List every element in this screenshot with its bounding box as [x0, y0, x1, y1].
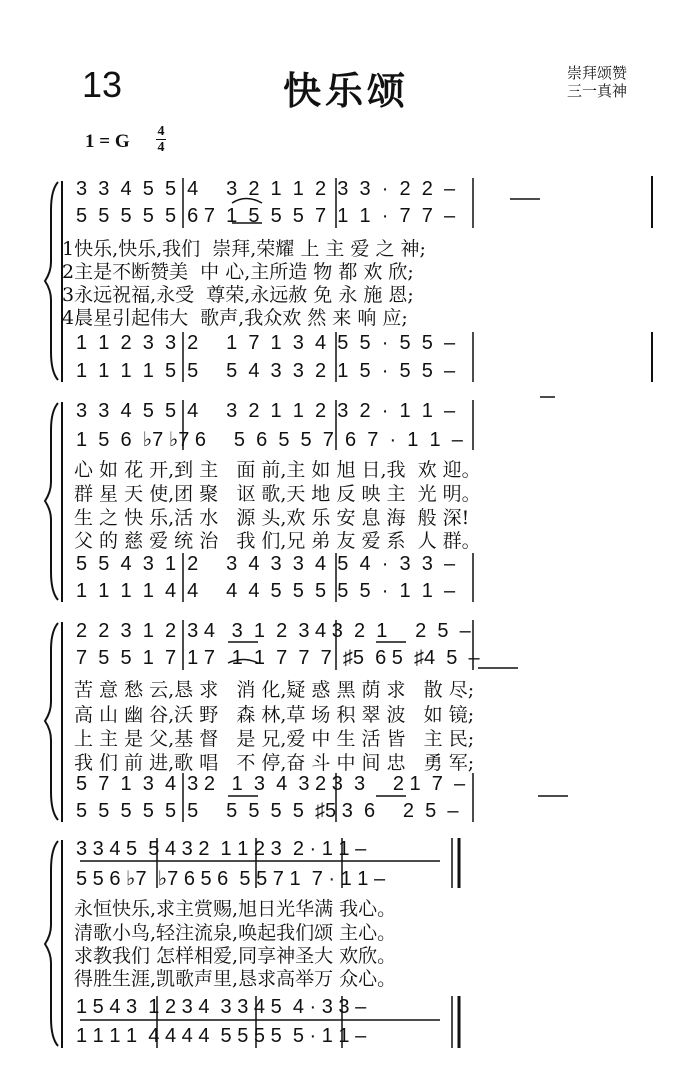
- soprano-line: 2 2 3 1 2 3 4 3 1 2 3 4 3 2 1 2 5 –: [76, 620, 471, 642]
- tenor-line: 1 5 4 3 1 2 3 4 3 3 4 5 4 · 3 3 –: [76, 996, 367, 1018]
- lyric-verse-2: 群 星 天 使,团 聚 讴 歌,天 地 反 映 主 光 明。: [74, 483, 481, 505]
- bass-line: 1 1 1 1 5 5 5 4 3 3 2 1 5 · 5 5 –: [76, 360, 456, 382]
- alto-line: 1 5 6 ♭7 ♭7 6 5 6 5 5 7 6 7 · 1 1 –: [76, 429, 463, 451]
- lyric-verse-3: 求教我们 怎样相爱,同享神圣大 欢欣。: [74, 945, 397, 967]
- tenor-line: 5 7 1 3 4 3 2 1 3 4 3 2 3 3 2 1 7 –: [76, 773, 466, 795]
- bass-line: 1 1 1 1 4 4 4 4 5 5 5 5 5 · 1 1 –: [76, 1025, 367, 1047]
- alto-line: 5 5 5 5 5 6 7 1 5 5 5 7 1 1 · 7 7 –: [76, 205, 456, 227]
- category-secondary: 三一真神: [567, 82, 628, 100]
- meter-top: 4: [157, 124, 165, 139]
- category-primary: 崇拜颂赞: [567, 64, 628, 82]
- alto-line: 7 5 5 1 7 1 7 1 1 7 7 7 ♯5 6 5 ♯4 5 –: [76, 647, 480, 669]
- lyric-verse-2: 清歌小鸟,轻注流泉,唤起我们颂 主心。: [74, 922, 397, 944]
- meter-bottom: 4: [157, 140, 165, 155]
- lyric-verse-4: 得胜生涯,凯歌声里,恳求高举万 众心。: [74, 968, 397, 990]
- hymn-title: 快乐颂: [283, 69, 410, 113]
- lyric-verse-2: 2主是不断赞美 中 心,主所造 物 都 欢 欣;: [62, 261, 414, 283]
- lyric-verse-1: 1快乐,快乐,我们 崇拜,荣耀 上 主 爱 之 神;: [62, 238, 426, 260]
- lyric-verse-1: 心 如 花 开,到 主 面 前,主 如 旭 日,我 欢 迎。: [74, 459, 481, 481]
- lyric-verse-4: 4晨星引起伟大 歌声,我众欢 然 来 响 应;: [62, 307, 408, 329]
- lyric-verse-3: 3永远祝福,永受 尊荣,永远赦 免 永 施 恩;: [62, 284, 414, 306]
- bass-line: 1 1 1 1 4 4 4 4 5 5 5 5 5 · 1 1 –: [76, 580, 456, 602]
- key-signature: 1 = G: [85, 131, 130, 152]
- lyric-verse-4: 我 们 前 进,歌 唱 不 停,奋 斗 中 间 忠 勇 军;: [74, 752, 475, 774]
- soprano-line: 3 3 4 5 5 4 3 2 1 1 2 3 2 · 1 1 –: [76, 400, 456, 422]
- lyric-verse-3: 上 主 是 父,基 督 是 兄,爱 中 生 活 皆 主 民;: [74, 728, 475, 750]
- tenor-line: 1 1 2 3 3 2 1 7 1 3 4 5 5 · 5 5 –: [76, 332, 456, 354]
- soprano-line: 3 3 4 5 5 4 3 2 1 1 2 3 2 · 1 1 –: [76, 838, 367, 860]
- hymn-number: 13: [82, 64, 123, 105]
- lyric-verse-4: 父 的 慈 爱 统 治 我 们,兄 弟 友 爱 系 人 群。: [74, 530, 481, 552]
- lyric-verse-1: 苦 意 愁 云,恳 求 消 化,疑 惑 黑 荫 求 散 尽;: [74, 679, 475, 701]
- lyric-verse-2: 高 山 幽 谷,沃 野 森 林,草 场 积 翠 波 如 镜;: [74, 704, 475, 726]
- lyric-verse-3: 生 之 快 乐,活 水 源 头,欢 乐 安 息 海 般 深!: [74, 507, 470, 529]
- bass-line: 5 5 5 5 5 5 5 5 5 5 ♯5 3 6 2 5 –: [76, 800, 459, 822]
- soprano-line: 3 3 4 5 5 4 3 2 1 1 2 3 3 · 2 2 –: [76, 178, 456, 200]
- lyric-verse-1: 永恒快乐,求主赏赐,旭日光华满 我心。: [74, 898, 397, 920]
- alto-line: 5 5 6 ♭7 ♭7 6 5 6 5 5 7 1 7 · 1 1 –: [76, 868, 386, 890]
- tenor-line: 5 5 4 3 1 2 3 4 3 3 4 5 4 · 3 3 –: [76, 553, 456, 575]
